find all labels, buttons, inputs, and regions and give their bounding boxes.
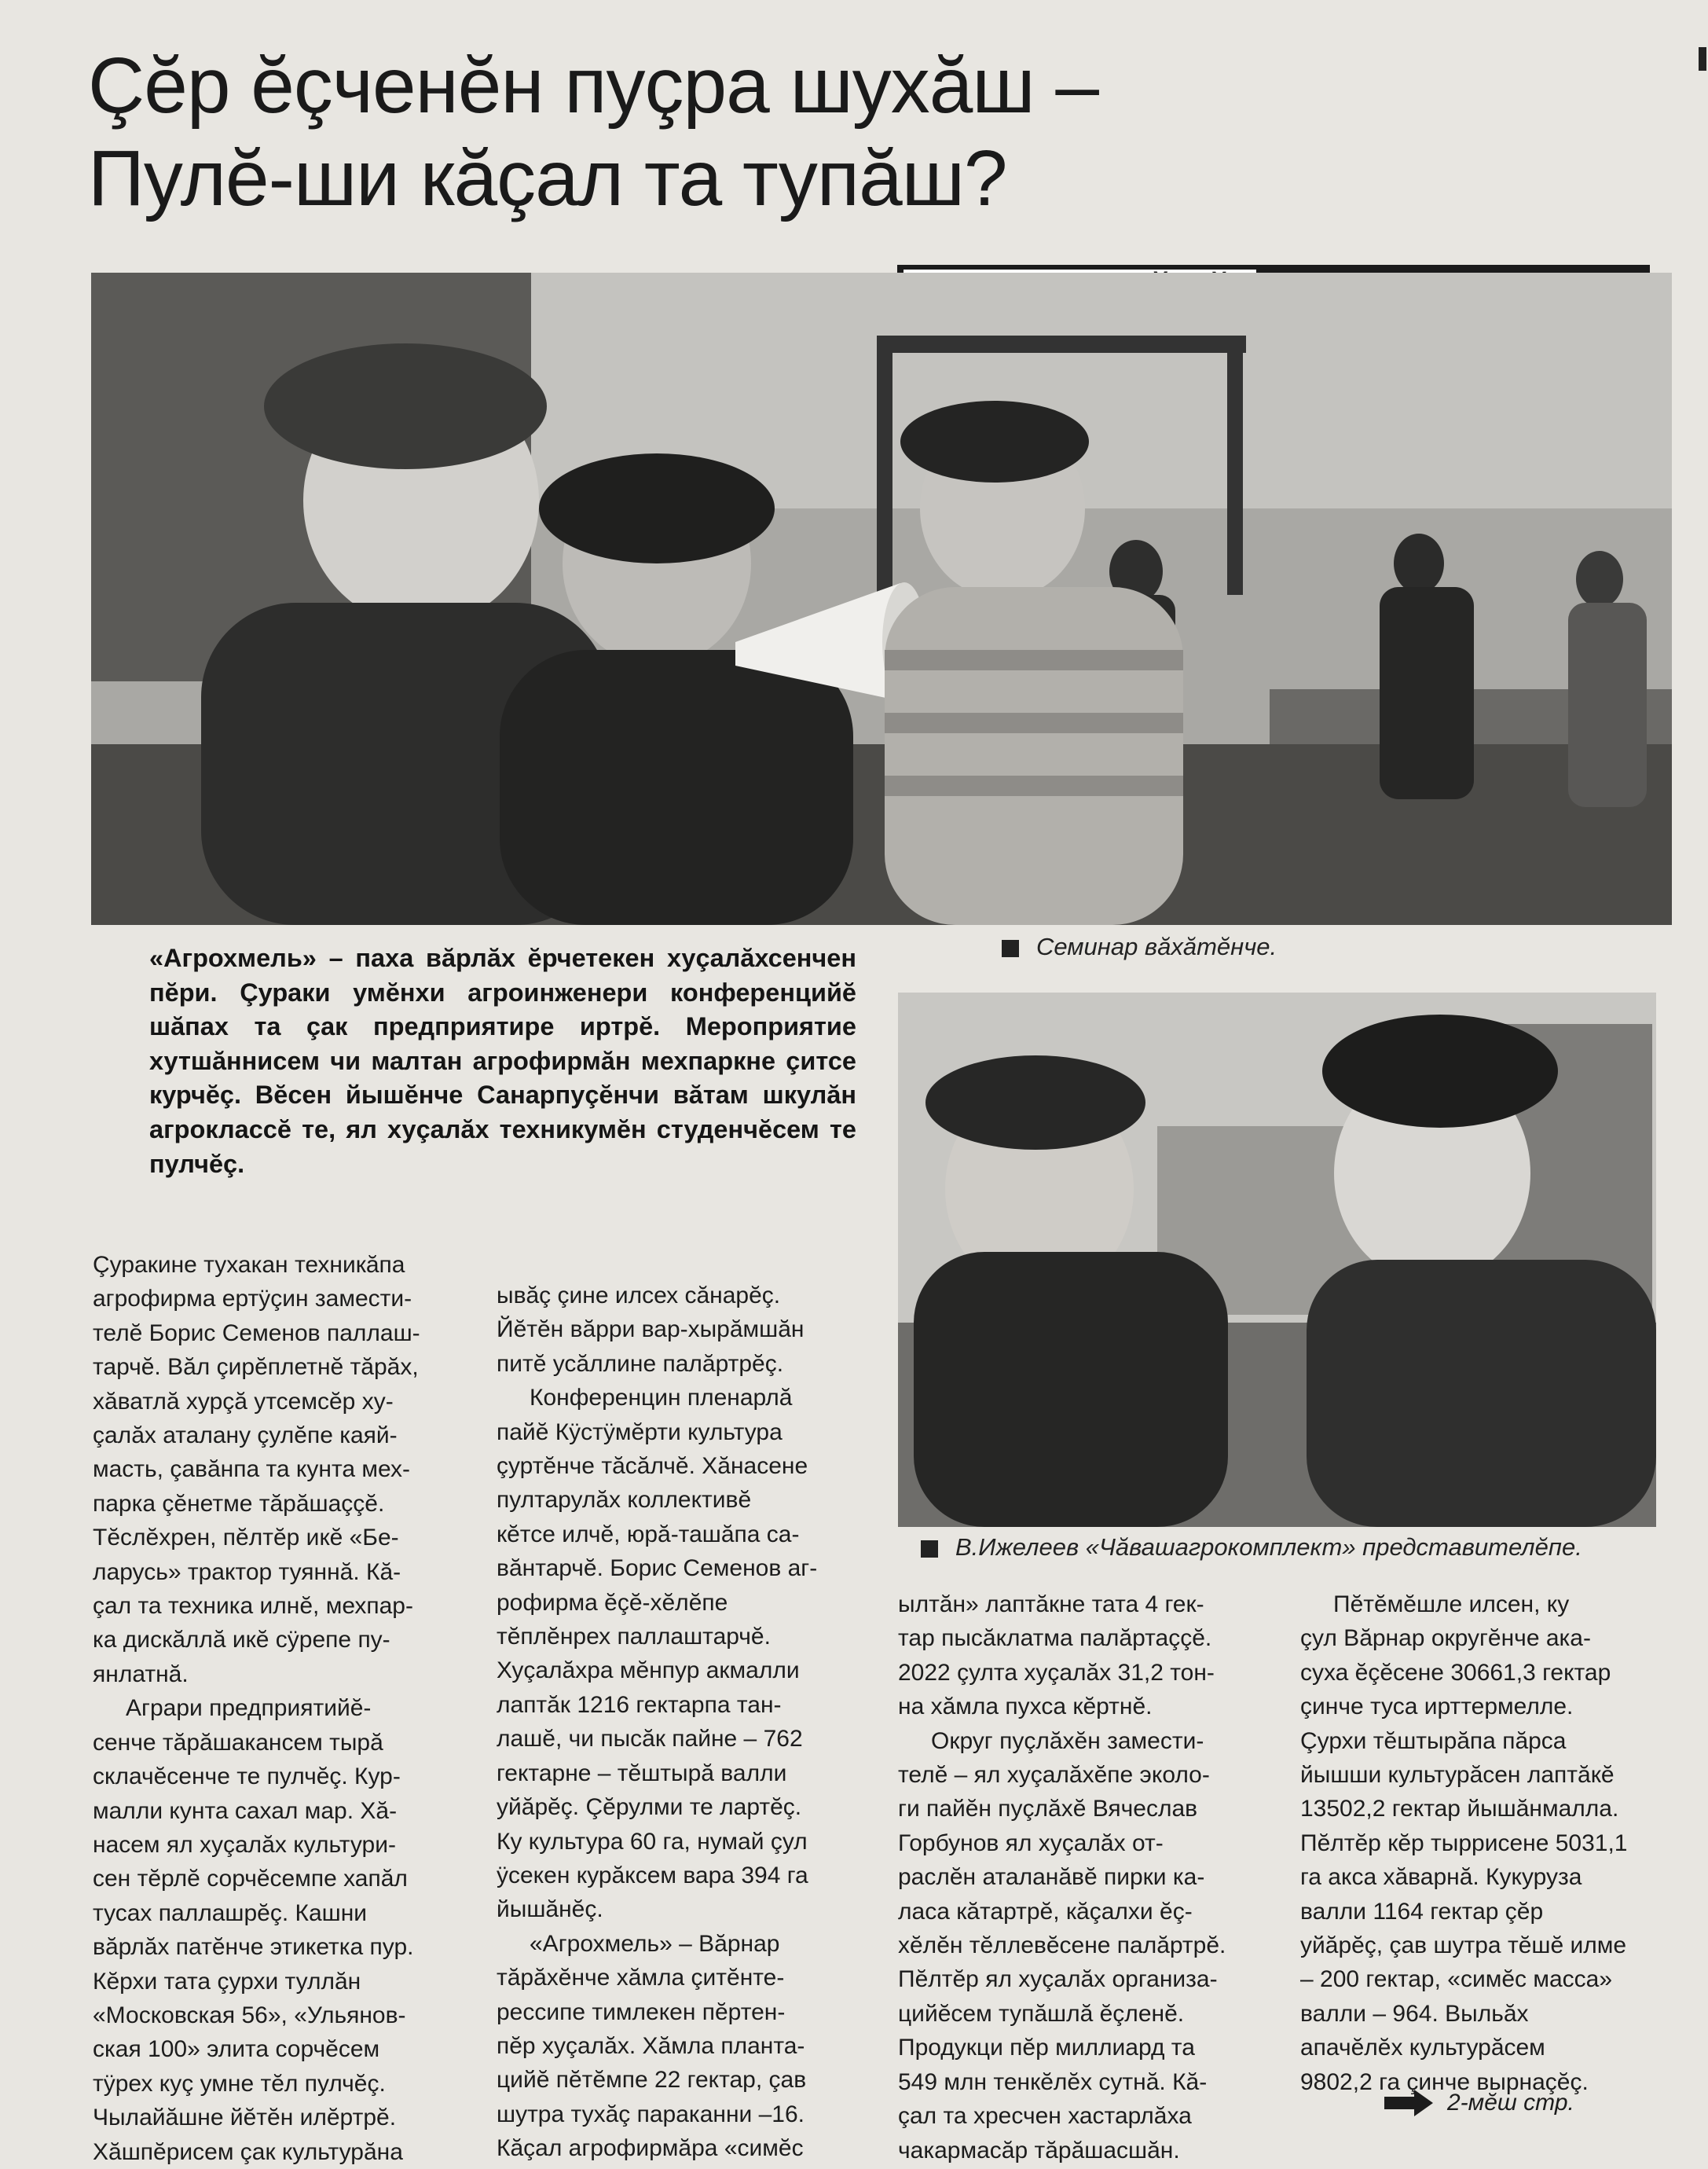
- text-line: ка дискăллă икĕ сÿрепе пу-: [93, 1627, 390, 1653]
- text-line: Çурхи тĕштырăпа пăрса: [1300, 1727, 1567, 1754]
- text-line: хăватлă хурçă утсемсĕр ху-: [93, 1388, 394, 1415]
- text-line: çинче туса ирттермелле.: [1300, 1694, 1574, 1720]
- text-line: лашĕ, чи пысăк пайне – 762: [497, 1726, 803, 1752]
- bottom-photo-illustration: [898, 993, 1656, 1527]
- headline-line-1: Çĕр ĕçченĕн пуçра шухăш –: [88, 42, 1099, 130]
- text-line: малли кунта сахал мар. Хă-: [93, 1797, 398, 1824]
- text-line: гектарне – тĕштырă валли: [497, 1760, 787, 1786]
- text-line: сенче тăрăшакансем тырă: [93, 1729, 383, 1756]
- text-line: чакармасăр тăрăшасшăн.: [898, 2137, 1180, 2163]
- text-line: уйăрĕç, çав шутра тĕшĕ илме: [1300, 1932, 1627, 1959]
- text-line: тусах паллашрĕç. Кашни: [93, 1899, 368, 1926]
- text-line: Округ пуçлăхĕн замести-: [931, 1727, 1204, 1754]
- text-line: Çуракине тухакан техникăпа: [93, 1252, 405, 1278]
- text-line: 549 млн тенкĕлĕх сутнă. Кă-: [898, 2068, 1208, 2095]
- text-line: валли – 964. Выльăх: [1300, 2000, 1529, 2027]
- column-1: [93, 1248, 497, 2169]
- text-line: шутра тухăç параканни –16.: [497, 2101, 805, 2127]
- text-line: йышăнĕç.: [497, 1896, 603, 1923]
- text-line: Аграри предприятийĕ-: [126, 1695, 372, 1722]
- edge-mark: [1699, 47, 1706, 71]
- text-line: масть, çавăнпа та кунта мех-: [93, 1456, 411, 1483]
- bottom-photo: [898, 993, 1656, 1527]
- text-line: ги пайĕн пуçлăхĕ Вячеслав: [898, 1796, 1198, 1822]
- text-line: Ку культура 60 га, нумай çул: [497, 1828, 808, 1855]
- text-line: на хăмла пухса кĕртнĕ.: [898, 1694, 1153, 1720]
- headline: [88, 39, 1266, 225]
- headline-line-2: Пулĕ-ши кăçал та тупăш?: [88, 134, 1007, 222]
- text-line: йышши культурăсен лаптăкĕ: [1300, 1762, 1615, 1789]
- text-line: 2022 çулта хуçалăх 31,2 тон-: [898, 1659, 1215, 1686]
- continue-arrow-icon: [1384, 2090, 1433, 2116]
- lead-paragraph: «Агрохмель» – паха вăрлăх ĕрчетекен хуçалăхсенчен пĕри. Çураки умĕнхи агроинженери конференцийĕ шăпах та çак предприятире иртрĕ. Мероприятие хутшăннисем чи малтан агрофирмăн мехпаркне çитсе курчĕç. Вĕсен йышĕнче Санарпуçĕнчи вăтам шкулăн агроклассĕ те, ял хуçалăх техникумĕн студенчĕсем те пулчĕç.: [149, 944, 856, 1178]
- text-line: – 200 гектар, «симĕс масса»: [1300, 1966, 1613, 1993]
- text-line: Пĕтĕмĕшле илсен, ку: [1333, 1591, 1570, 1617]
- text-line: 9802,2 га çинче вырнаçĕç.: [1300, 2068, 1589, 2095]
- text-line: лаптăк 1216 гектарпа тан-: [497, 1691, 782, 1718]
- text-line: çуртĕнче тăсăлчĕ. Хăнасене: [497, 1453, 808, 1480]
- text-line: Йĕтĕн вăрри вар-хырăмшăн: [497, 1316, 805, 1343]
- text-line: пултарулăх коллективĕ: [497, 1487, 752, 1514]
- text-line: Конференцин пленарлă: [530, 1385, 793, 1411]
- text-line: Чылайăшне йĕтĕн илĕртрĕ.: [93, 2105, 397, 2131]
- text-line: çал та хресчен хастарлăха: [898, 2103, 1192, 2130]
- text-line: агрофирма ертÿçин замести-: [93, 1286, 412, 1312]
- text-line: рофирма ĕçĕ-хĕлĕпе: [497, 1589, 728, 1616]
- text-line: хĕлĕн тĕллевĕсене палăртрĕ.: [898, 1932, 1226, 1959]
- text-line: «Агрохмель» – Вăрнар: [530, 1930, 780, 1957]
- text-line: апачĕлĕх культурăсем: [1300, 2035, 1545, 2061]
- bottom-caption-text: В.Ижелеев «Чăвашагрокомплект» представителĕпе.: [955, 1533, 1582, 1561]
- text-line: ларусь» трактор туяннă. Кă-: [93, 1558, 401, 1585]
- text-line: янлатнă.: [93, 1661, 189, 1687]
- text-line: ласа кăтартрĕ, кăçалхи ĕç-: [898, 1898, 1193, 1925]
- caption-square-icon: [1002, 940, 1019, 957]
- text-line: çал та техника илнĕ, мехпар-: [93, 1593, 413, 1620]
- column-4: [1300, 1587, 1666, 2099]
- text-line: тăрăхĕнче хăмла çитĕнте-: [497, 1965, 785, 1991]
- text-line: Горбунов ял хуçалăх от-: [898, 1830, 1164, 1856]
- continuation-text: 2-мĕш стр.: [1447, 2090, 1574, 2116]
- text-line: га акса хăварнă. Кукуруза: [1300, 1864, 1582, 1891]
- text-line: склачĕсенче те пулчĕç. Кур-: [93, 1763, 401, 1790]
- text-line: çалăх аталану çулĕпе каяй-: [93, 1422, 398, 1449]
- text-line: вăрлăх патĕнче этикетка пур.: [93, 1934, 414, 1961]
- text-line: сен тĕрлĕ сорчĕсемпе хапăл: [93, 1866, 408, 1892]
- text-line: парка çĕнетме тăрăшаççĕ.: [93, 1490, 385, 1517]
- text-line: Тĕслĕхрен, пĕлтĕр икĕ «Бе-: [93, 1525, 399, 1551]
- text-line: кĕтсе илчĕ, юрă-ташăпа са-: [497, 1521, 800, 1547]
- text-line: тĕплĕнрех паллаштарчĕ.: [497, 1624, 771, 1650]
- text-line: Хуçалăхра мĕнпур акмалли: [497, 1657, 800, 1684]
- text-line: телĕ Борис Семенов паллаш-: [93, 1319, 420, 1346]
- text-line: питĕ усăллине палăртрĕç.: [497, 1350, 784, 1377]
- top-photo-caption: [1002, 932, 1277, 962]
- text-line: телĕ – ял хуçалăхĕпе эколо-: [898, 1762, 1210, 1789]
- text-line: çул Вăрнар округĕнче ака-: [1300, 1625, 1591, 1652]
- text-line: валли 1164 гектар çĕр: [1300, 1898, 1544, 1925]
- text-line: Пĕлтĕр ял хуçалăх организа-: [898, 1966, 1218, 1993]
- text-line: Кĕрхи тата çурхи туллăн: [93, 1968, 361, 1995]
- text-line: «Московская 56», «Ульянов-: [93, 2002, 406, 2028]
- text-line: Пĕлтĕр кĕр тыррисене 5031,1: [1300, 1830, 1628, 1856]
- top-photo-illustration: [91, 273, 1672, 925]
- text-line: тар пысăклатма палăртаççĕ.: [898, 1625, 1212, 1652]
- text-line: тÿрех куç умне тĕл пулчĕç.: [93, 2070, 386, 2097]
- continuation-note: [1447, 2089, 1574, 2117]
- text-line: ÿсекен курăксем вара 394 га: [497, 1862, 808, 1888]
- text-line: ская 100» элита сорчĕсем: [93, 2036, 380, 2063]
- text-line: суха ĕçĕсене 30661,3 гектар: [1300, 1659, 1611, 1686]
- text-line: тарчĕ. Вăл çирĕплетнĕ тăрăх,: [93, 1354, 419, 1381]
- text-line: пĕр хуçалăх. Хăмла планта-: [497, 2032, 805, 2059]
- bleed-through-top: [361, 0, 1461, 31]
- text-line: уйăрĕç. Çĕрулми те лартĕç.: [497, 1794, 802, 1821]
- top-caption-text: Семинар вăхăтĕнче.: [1036, 933, 1277, 960]
- text-line: Продукци пĕр миллиард та: [898, 2035, 1195, 2061]
- text-line: насем ял хуçалăх культури-: [93, 1831, 396, 1858]
- text-line: 13502,2 гектар йышăнмалла.: [1300, 1796, 1619, 1822]
- text-line: Хăшпĕрисем çак культурăна: [93, 2138, 403, 2165]
- column-2: [497, 1279, 866, 2166]
- caption-square-icon: [921, 1540, 938, 1558]
- text-line: цийĕ пĕтĕмпе 22 гектар, çав: [497, 2067, 807, 2094]
- text-line: ывăç çине илсех сăнарĕç.: [497, 1283, 781, 1308]
- text-line: вăнтарчĕ. Борис Семенов аг-: [497, 1555, 818, 1582]
- text-line: рессипе тимлекен пĕртен-: [497, 1998, 786, 2025]
- top-photo: [91, 273, 1672, 925]
- text-line: пайĕ Кÿстÿмĕрти культура: [497, 1418, 783, 1445]
- bottom-photo-caption: [921, 1532, 1582, 1562]
- text-line: раслĕн аталанăвĕ пирки ка-: [898, 1864, 1205, 1891]
- text-line: ылтăн» лаптăкне тата 4 гек-: [898, 1591, 1204, 1617]
- column-3: [898, 1587, 1291, 2167]
- text-line: цийĕсем тупăшлă ĕçленĕ.: [898, 2000, 1185, 2027]
- text-line: Кăçал агрофирмăра «симĕс: [497, 2135, 804, 2162]
